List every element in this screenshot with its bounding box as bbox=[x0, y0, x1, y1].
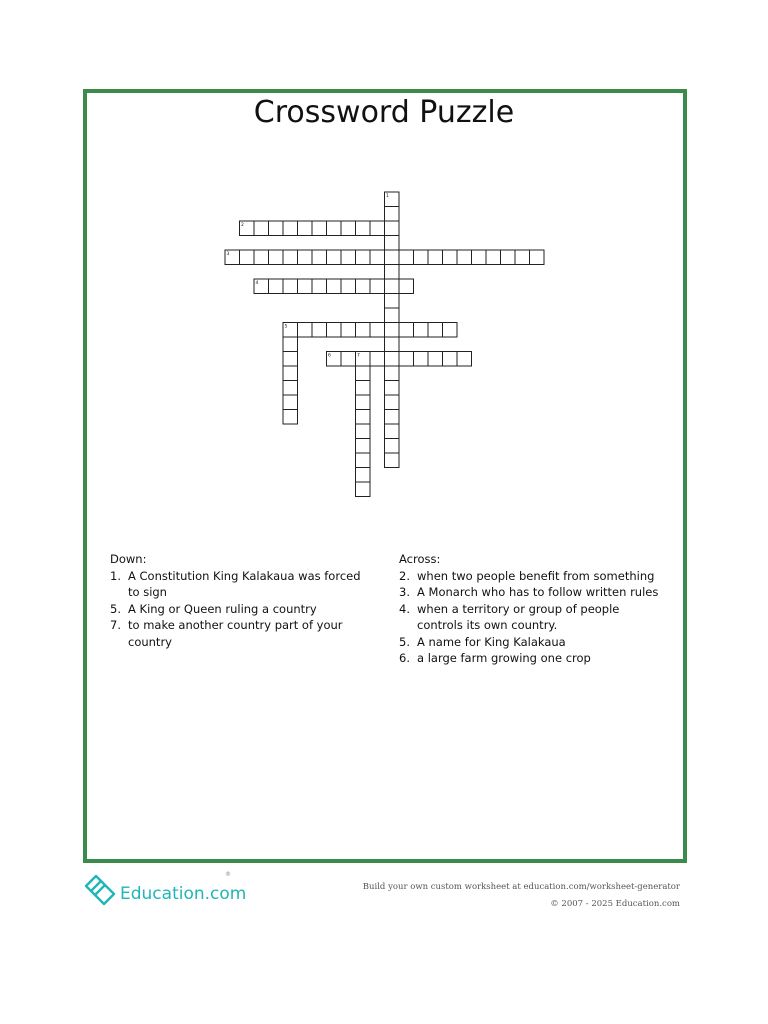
crossword-cell[interactable] bbox=[428, 323, 443, 338]
clue-item bbox=[399, 601, 661, 634]
crossword-cell[interactable] bbox=[385, 279, 400, 294]
crossword-cell[interactable] bbox=[399, 279, 414, 294]
crossword-cell[interactable] bbox=[385, 192, 400, 207]
crossword-cell[interactable] bbox=[385, 439, 400, 454]
crossword-cell[interactable] bbox=[269, 279, 284, 294]
crossword-cell[interactable] bbox=[385, 323, 400, 338]
crossword-cell[interactable] bbox=[341, 279, 356, 294]
crossword-cell[interactable] bbox=[399, 323, 414, 338]
crossword-cell[interactable] bbox=[298, 250, 313, 265]
crossword-cell[interactable] bbox=[385, 381, 400, 396]
clue-item bbox=[110, 568, 368, 601]
crossword-cell[interactable] bbox=[356, 453, 371, 468]
crossword-cell[interactable] bbox=[356, 250, 371, 265]
crossword-cell[interactable] bbox=[501, 250, 516, 265]
cell-number: 7 bbox=[357, 353, 360, 359]
logo-text[interactable]: Education.com bbox=[120, 884, 247, 904]
crossword-cell[interactable] bbox=[356, 279, 371, 294]
crossword-cell[interactable] bbox=[356, 381, 371, 396]
crossword-cell[interactable] bbox=[327, 221, 342, 236]
crossword-cell[interactable] bbox=[356, 482, 371, 497]
crossword-cell[interactable] bbox=[298, 279, 313, 294]
crossword-cell[interactable] bbox=[370, 221, 385, 236]
crossword-cell[interactable] bbox=[283, 366, 298, 381]
page-title: Crossword Puzzle bbox=[253, 95, 515, 130]
crossword-cell[interactable] bbox=[486, 250, 501, 265]
crossword-cell[interactable] bbox=[356, 410, 371, 425]
crossword-cell[interactable] bbox=[385, 236, 400, 251]
cell-number: 6 bbox=[328, 353, 331, 359]
clue-text: A King or Queen ruling a country bbox=[128, 601, 317, 616]
clue-number: 6. bbox=[399, 651, 410, 665]
crossword-cell[interactable] bbox=[414, 352, 429, 367]
crossword-cell[interactable] bbox=[457, 352, 472, 367]
crossword-cell[interactable] bbox=[428, 250, 443, 265]
crossword-cell[interactable] bbox=[298, 221, 313, 236]
clue-number: 1. bbox=[110, 568, 121, 583]
crossword-cell[interactable] bbox=[385, 366, 400, 381]
clue-text: when two people benefit from something bbox=[417, 568, 655, 583]
clue-item bbox=[399, 584, 661, 601]
crossword-cell[interactable] bbox=[254, 250, 269, 265]
crossword-cell[interactable] bbox=[341, 323, 356, 338]
crossword-cell[interactable] bbox=[370, 323, 385, 338]
clue-item bbox=[110, 601, 368, 618]
crossword-cell[interactable] bbox=[385, 221, 400, 236]
crossword-cell[interactable] bbox=[269, 250, 284, 265]
crossword-cell[interactable] bbox=[283, 395, 298, 410]
crossword-cell[interactable] bbox=[312, 323, 327, 338]
crossword-cell[interactable] bbox=[399, 250, 414, 265]
clue-text: A Monarch who has to follow written rules bbox=[417, 585, 659, 599]
crossword-cell[interactable] bbox=[428, 352, 443, 367]
clue-item bbox=[110, 617, 368, 650]
clue-number: 2. bbox=[399, 568, 410, 583]
crossword-cell[interactable] bbox=[254, 221, 269, 236]
crossword-cell[interactable] bbox=[312, 221, 327, 236]
crossword-cell[interactable] bbox=[356, 395, 371, 410]
crossword-cell[interactable] bbox=[385, 410, 400, 425]
across-clues bbox=[399, 551, 661, 667]
crossword-cell[interactable] bbox=[327, 279, 342, 294]
crossword-cell[interactable] bbox=[530, 250, 545, 265]
clue-item bbox=[399, 568, 661, 585]
crossword-cell[interactable] bbox=[240, 221, 255, 236]
crossword-cell[interactable] bbox=[283, 410, 298, 425]
clue-text: A name for King Kalakaua bbox=[417, 634, 566, 649]
crossword-cell[interactable] bbox=[327, 352, 342, 367]
down-clues bbox=[110, 551, 368, 650]
crossword-cell[interactable] bbox=[283, 323, 298, 338]
crossword-cell[interactable] bbox=[443, 323, 458, 338]
clue-number: 4. bbox=[399, 601, 410, 616]
crossword-cell[interactable] bbox=[240, 250, 255, 265]
crossword-cell[interactable] bbox=[370, 279, 385, 294]
crossword-cell[interactable] bbox=[341, 352, 356, 367]
clue-text: a large farm growing one crop bbox=[417, 651, 591, 665]
cell-number: 5 bbox=[284, 324, 288, 330]
down-heading: Down: bbox=[110, 552, 147, 566]
crossword-cell[interactable] bbox=[414, 323, 429, 338]
education-logo-icon[interactable] bbox=[82, 872, 118, 908]
registered-mark: ® bbox=[225, 871, 231, 878]
crossword-cell[interactable] bbox=[356, 323, 371, 338]
crossword-cell[interactable] bbox=[356, 221, 371, 236]
crossword-cell[interactable] bbox=[443, 250, 458, 265]
crossword-cell[interactable] bbox=[356, 366, 371, 381]
crossword-cell[interactable] bbox=[283, 337, 298, 352]
crossword-cell[interactable] bbox=[356, 352, 371, 367]
crossword-cell[interactable] bbox=[312, 250, 327, 265]
crossword-cell[interactable] bbox=[341, 221, 356, 236]
crossword-cell[interactable] bbox=[327, 323, 342, 338]
crossword-cell[interactable] bbox=[385, 265, 400, 280]
clue-number: 7. bbox=[110, 618, 121, 632]
crossword-cell[interactable] bbox=[385, 294, 400, 309]
crossword-cell[interactable] bbox=[254, 279, 269, 294]
crossword-cell[interactable] bbox=[298, 323, 313, 338]
clue-number: 5. bbox=[110, 601, 121, 616]
crossword-cell[interactable] bbox=[341, 250, 356, 265]
crossword-cell[interactable] bbox=[472, 250, 487, 265]
crossword-cell[interactable] bbox=[356, 439, 371, 454]
crossword-cell[interactable] bbox=[370, 250, 385, 265]
crossword-cell[interactable] bbox=[399, 352, 414, 367]
crossword-cell[interactable] bbox=[515, 250, 530, 265]
cell-number: 1 bbox=[386, 194, 389, 199]
crossword-cell[interactable] bbox=[385, 207, 400, 222]
crossword-cell[interactable] bbox=[457, 250, 472, 265]
clue-number: 3. bbox=[399, 585, 410, 599]
crossword-cell[interactable] bbox=[283, 352, 298, 367]
crossword-cell[interactable] bbox=[385, 453, 400, 468]
clue-item bbox=[399, 634, 661, 651]
crossword-cell[interactable] bbox=[327, 250, 342, 265]
crossword-cell[interactable] bbox=[283, 221, 298, 236]
clue-text: to make another country part of your country bbox=[128, 618, 343, 649]
footer-copyright: © 2007 - 2025 Education.com bbox=[550, 899, 680, 909]
crossword-cell[interactable] bbox=[312, 279, 327, 294]
crossword-cell[interactable] bbox=[269, 221, 284, 236]
footer-tagline[interactable]: Build your own custom worksheet at education.com/worksheet-generator bbox=[362, 882, 680, 892]
crossword-cell[interactable] bbox=[385, 250, 400, 265]
crossword-cell[interactable] bbox=[385, 395, 400, 410]
cell-number: 3 bbox=[226, 252, 230, 257]
clue-text: when a territory or group of people controls its own country. bbox=[417, 601, 620, 632]
crossword-cell[interactable] bbox=[283, 279, 298, 294]
crossword-cell[interactable] bbox=[356, 424, 371, 439]
across-heading: Across: bbox=[399, 552, 441, 566]
crossword-cell[interactable] bbox=[283, 250, 298, 265]
crossword-cell[interactable] bbox=[283, 381, 298, 396]
clue-item bbox=[399, 650, 661, 667]
cell-number: 2 bbox=[241, 223, 244, 228]
crossword-cell[interactable] bbox=[356, 468, 371, 483]
crossword-cell[interactable] bbox=[443, 352, 458, 367]
clue-text: A Constitution King Kalakaua was forced to sign bbox=[128, 568, 361, 599]
crossword-cell[interactable] bbox=[385, 308, 400, 323]
cell-number: 4 bbox=[255, 281, 259, 286]
crossword-cell[interactable] bbox=[370, 352, 385, 367]
crossword-cell[interactable] bbox=[385, 352, 400, 367]
crossword-cell[interactable] bbox=[385, 337, 400, 352]
crossword-cell[interactable] bbox=[385, 424, 400, 439]
crossword-cell[interactable] bbox=[414, 250, 429, 265]
crossword-cell[interactable] bbox=[225, 250, 240, 265]
clue-number: 5. bbox=[399, 634, 410, 649]
